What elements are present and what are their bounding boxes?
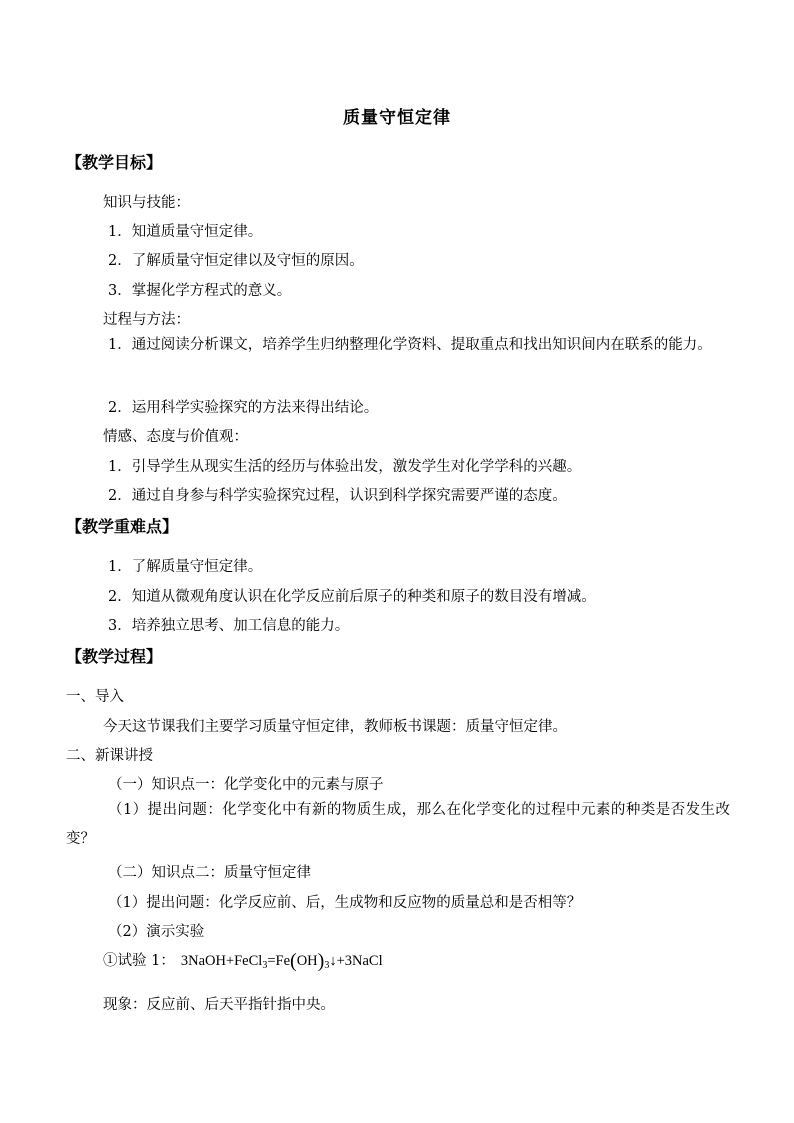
equation-subscript: 3 bbox=[324, 960, 330, 971]
emotion-item: 2．通过自身参与科学实验探究过程，认识到科学探究需要严谨的态度。 bbox=[108, 488, 567, 504]
knowledge-label: 知识与技能： bbox=[103, 195, 190, 211]
point2-label: （二）知识点二：质量守恒定律 bbox=[108, 865, 311, 881]
point1-label: （一）知识点一：化学变化中的元素与原子 bbox=[108, 777, 384, 793]
knowledge-item: 1．知道质量守恒定律。 bbox=[108, 224, 263, 240]
knowledge-item: 2．了解质量守恒定律以及守恒的原因。 bbox=[108, 253, 364, 269]
experiment1-label: ①试验 1： bbox=[103, 953, 175, 969]
intro-text: 今天这节课我们主要学习质量守恒定律，教师板书课题：质量守恒定律。 bbox=[103, 719, 567, 735]
equation-part: =Fe bbox=[267, 953, 291, 969]
point1-question: （1）提出问题：化学变化中有新的物质生成，那么在化学变化的过程中元素的种类是否发生改变？ bbox=[66, 802, 730, 847]
key-point-item: 1．了解质量守恒定律。 bbox=[108, 559, 263, 575]
point2-question: （1）提出问题：化学反应前、后，生成物和反应物的质量总和是否相等？ bbox=[108, 895, 582, 911]
intro-label: 一、导入 bbox=[66, 689, 124, 705]
process-item: 1．通过阅读分析课文，培养学生归纳整理化学资料、提取重点和找出知识间内在联系的能力。 bbox=[108, 337, 712, 353]
key-point-item: 2．知道从微观角度认识在化学反应前后原子的种类和原子的数目没有增减。 bbox=[108, 589, 596, 605]
process-item: 2．运用科学实验探究的方法来得出结论。 bbox=[108, 400, 379, 416]
knowledge-item: 3．掌握化学方程式的意义。 bbox=[108, 283, 292, 299]
equation-part: OH bbox=[296, 953, 318, 969]
page-title: 质量守恒定律 bbox=[343, 108, 451, 128]
phenomenon-text: 现象：反应前、后天平指针指中央。 bbox=[103, 997, 335, 1013]
open-paren-glyph: ( bbox=[290, 950, 297, 972]
key-points-heading: 【教学重难点】 bbox=[66, 517, 179, 536]
chemical-equation bbox=[180, 950, 383, 972]
close-paren-glyph: ) bbox=[317, 950, 325, 972]
equation-part: ↓+3NaCl bbox=[329, 953, 383, 969]
new-lesson-label: 二、新课讲授 bbox=[66, 748, 153, 764]
key-point-item: 3．培养独立思考、加工信息的能力。 bbox=[108, 618, 350, 634]
emotion-label: 情感、态度与价值观： bbox=[103, 429, 248, 445]
process-heading: 【教学过程】 bbox=[66, 647, 163, 666]
objectives-heading: 【教学目标】 bbox=[66, 153, 163, 172]
equation-subscript: 3 bbox=[262, 960, 268, 971]
process-label: 过程与方法： bbox=[103, 312, 190, 328]
emotion-item: 1．引导学生从现实生活的经历与体验出发，激发学生对化学学科的兴趣。 bbox=[108, 459, 582, 475]
point2-demo: （2）演示实验 bbox=[108, 924, 205, 940]
equation-part: 3NaOH+FeCl bbox=[180, 953, 263, 969]
experiment1-line bbox=[103, 949, 383, 973]
